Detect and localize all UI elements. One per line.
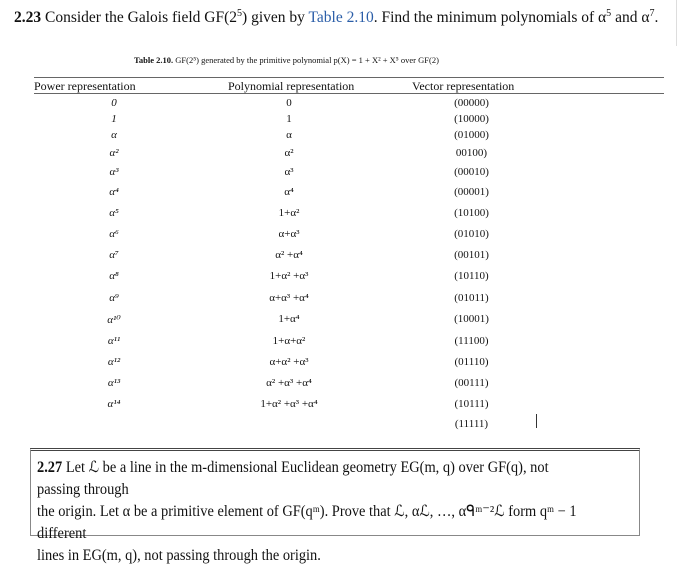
vector-cell: (01010) — [454, 228, 489, 240]
vector-cell: (10001) — [454, 313, 489, 325]
vector-cell: (10000) — [454, 113, 489, 125]
power-cell: α⁴ — [109, 186, 119, 198]
table-row — [34, 129, 664, 149]
power-cell: 1 — [111, 113, 117, 125]
problem-2-27-text — [37, 457, 593, 567]
polynomial-cell: α² — [284, 147, 294, 159]
vector-cell: (10110) — [454, 270, 489, 282]
header-power: Power representation — [34, 79, 136, 93]
table-row — [34, 335, 664, 355]
problem-text-2: ) given by — [242, 9, 305, 26]
power-cell: α⁹ — [109, 292, 119, 304]
text-cursor — [536, 414, 537, 428]
problem-text-5: . — [654, 9, 659, 26]
polynomial-cell: α³ — [284, 166, 294, 178]
power-cell: α⁶ — [109, 228, 119, 240]
table-row — [34, 418, 664, 438]
vector-cell: (00101) — [454, 249, 489, 261]
power-cell: α⁷ — [109, 249, 119, 261]
power-cell: α² — [109, 147, 119, 159]
vector-cell: (00001) — [454, 186, 489, 198]
power-cell: α¹² — [107, 356, 121, 368]
vector-cell: (10111) — [454, 398, 489, 410]
polynomial-cell: 0 — [286, 97, 292, 109]
caption-label: Table 2.10. — [134, 55, 174, 65]
table-row — [34, 270, 664, 290]
header-polynomial: Polynomial representation — [228, 79, 355, 93]
vector-cell: (00000) — [454, 97, 489, 109]
exponent-7: 7 — [649, 7, 655, 19]
problem-line-1: Let ℒ be a line in the m-dimensional Euclidean geometry EG(m, q) over GF(q), not passing through — [37, 459, 549, 498]
problem-text-3: . Find the minimum polynomials of α — [373, 9, 607, 26]
table-row — [34, 207, 664, 227]
table-row — [34, 356, 664, 376]
table-top-rule — [34, 77, 664, 78]
power-cell: α — [111, 129, 117, 141]
power-cell: α¹¹ — [107, 335, 121, 347]
power-cell: α¹³ — [107, 377, 121, 389]
polynomial-cell: α+α³ +α⁴ — [269, 292, 309, 304]
vector-cell: (01110) — [454, 356, 489, 368]
problem-number: 2.27 — [37, 459, 63, 476]
problem-line-2: the origin. Let α be a primitive element of GF(qᵐ). Prove that ℒ, αℒ, …, αᑫᵐ⁻²ℒ form qᵐ − 1 different — [37, 503, 577, 542]
table-row — [34, 313, 664, 333]
vector-cell: (01000) — [454, 129, 489, 141]
polynomial-cell: 1+α² +α³ +α⁴ — [260, 398, 318, 410]
power-cell: α⁵ — [109, 207, 119, 219]
vector-cell: (11111) — [454, 418, 489, 430]
polynomial-cell: α² +α⁴ — [275, 249, 303, 261]
polynomial-cell: α+α² +α³ — [269, 356, 309, 368]
table-caption — [134, 55, 439, 65]
scroll-edge — [676, 0, 677, 46]
power-cell: α³ — [109, 166, 119, 178]
polynomial-cell: 1+α⁴ — [278, 313, 300, 325]
problem-line-3: lines in EG(m, q), not passing through the origin. — [37, 547, 321, 564]
problem-2-27 — [30, 448, 640, 564]
power-cell: α⁸ — [109, 270, 119, 282]
problem-2-23 — [14, 8, 674, 28]
problem-text-1: Consider the Galois field GF(2 — [45, 9, 238, 26]
exponent: 5 — [237, 7, 243, 19]
polynomial-cell: α² +α³ +α⁴ — [266, 377, 312, 389]
vector-cell: (00111) — [454, 377, 489, 389]
table-row — [34, 166, 664, 186]
polynomial-cell: α+α³ — [278, 228, 300, 240]
power-cell: α¹⁰ — [107, 314, 121, 326]
table-row — [34, 228, 664, 248]
problem-text-4: and α — [611, 9, 650, 26]
table-row — [34, 249, 664, 269]
table-row — [34, 186, 664, 206]
table-reference-link[interactable]: Table 2.10 — [308, 9, 374, 26]
vector-cell: (00010) — [454, 166, 489, 178]
table-row — [34, 292, 664, 312]
table-header-rule — [34, 93, 664, 94]
vector-cell: 00100) — [455, 147, 488, 159]
polynomial-cell: α⁴ — [284, 186, 294, 198]
table-row — [34, 147, 664, 167]
polynomial-cell: 1+α+α² — [272, 335, 306, 347]
polynomial-cell: 1+α² — [278, 207, 300, 219]
table-row — [34, 398, 664, 418]
vector-cell: (10100) — [454, 207, 489, 219]
polynomial-cell: 1+α² +α³ — [269, 270, 309, 282]
vector-cell: (01011) — [454, 292, 489, 304]
power-cell: α¹⁴ — [107, 398, 121, 410]
power-cell: 0 — [111, 97, 117, 109]
vector-cell: (11100) — [454, 335, 489, 347]
polynomial-cell: α — [286, 129, 292, 141]
exponent-5: 5 — [606, 7, 612, 19]
table-row — [34, 377, 664, 397]
polynomial-cell: 1 — [286, 113, 292, 125]
problem-number: 2.23 — [14, 9, 42, 26]
header-vector: Vector representation — [412, 79, 515, 93]
caption-text: GF(2⁵) generated by the primitive polynomial p(X) = 1 + X² + X⁵ over GF(2) — [175, 55, 439, 65]
